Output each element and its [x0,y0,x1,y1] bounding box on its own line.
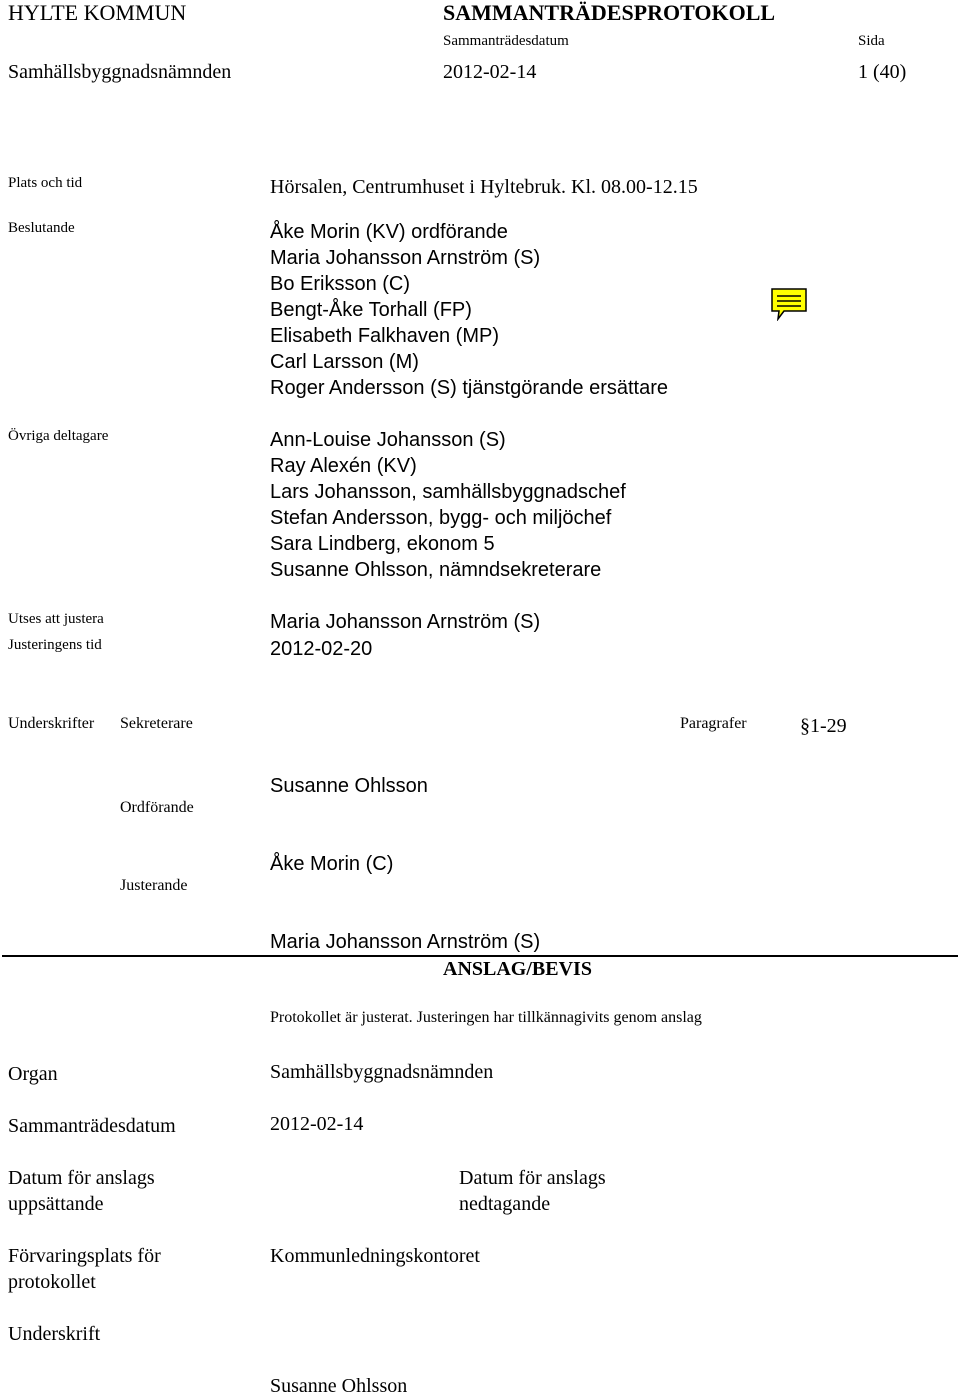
secretary-label: Sekreterare [120,715,193,732]
page-label: Sida [858,33,885,49]
deciding-label: Beslutande [8,220,75,236]
signature-name: Susanne Ohlsson [270,1375,408,1397]
notice-intro: Protokollet är justerat. Justeringen har tillkännagivits genom anslag [270,1009,702,1026]
signatures-label: Underskrifter [8,715,95,732]
storage-label: Förvaringsplats för [8,1245,161,1267]
others-label: Övriga deltagare [8,428,109,444]
paragraphs-value: 1-29 [810,715,847,737]
adjuster-signature-name: Maria Johansson Arnström (S) [270,931,541,953]
deciding-member: Carl Larsson (M) [270,351,419,373]
meeting-date: 2012-02-14 [443,61,537,83]
other-participant: Susanne Ohlsson, nämndsekreterare [270,559,602,581]
chair-name: Åke Morin (C) [270,853,394,875]
deciding-member: Bo Eriksson (C) [270,273,411,295]
adjust-time-label: Justeringens tid [8,637,102,653]
notice-date-value: 2012-02-14 [270,1113,364,1135]
signature-label: Underskrift [8,1323,101,1345]
section-divider [2,955,958,957]
other-participant: Ann-Louise Johansson (S) [270,429,506,451]
adjuster-label: Utses att justera [8,611,104,627]
notice-title: ANSLAG/BEVIS [443,958,592,980]
place-time: Hörsalen, Centrumhuset i Hyltebruk. Kl. 08.00-12.15 [270,176,698,198]
paragraphs-label: Paragrafer [680,715,747,732]
adjust-time: 2012-02-20 [270,638,373,660]
adjuster-signature-label: Justerande [120,877,188,894]
posted-date-label: Datum för anslags [8,1167,155,1189]
other-participant: Stefan Andersson, bygg- och miljöchef [270,507,612,529]
deciding-member: Maria Johansson Arnström (S) [270,247,541,269]
deciding-member: Bengt-Åke Torhall (FP) [270,299,472,321]
posted-date-label-line2: uppsättande [8,1193,104,1215]
page-number: 1 (40) [858,61,907,83]
document-type: SAMMANTRÄDESPROTOKOLL [443,0,776,25]
meeting-date-label: Sammanträdesdatum [443,33,569,49]
storage-label-line2: protokollet [8,1271,96,1293]
committee-name: Samhällsbyggnadsnämnden [8,61,232,83]
organ-value: Samhällsbyggnadsnämnden [270,1061,494,1083]
adjuster-name: Maria Johansson Arnström (S) [270,611,541,633]
paragraph-symbol: § [800,715,810,737]
place-time-label: Plats och tid [8,175,83,191]
deciding-member: Åke Morin (KV) ordförande [270,221,508,243]
other-participant: Ray Alexén (KV) [270,455,417,477]
notice-date-label: Sammanträdesdatum [8,1115,176,1137]
secretary-name: Susanne Ohlsson [270,775,428,797]
comment-note-icon[interactable] [770,287,808,321]
removed-date-label-line2: nedtagande [459,1193,551,1215]
other-participant: Sara Lindberg, ekonom 5 [270,533,495,555]
organ-label: Organ [8,1063,58,1085]
other-participant: Lars Johansson, samhällsbyggnadschef [270,481,626,503]
deciding-member: Elisabeth Falkhaven (MP) [270,325,499,347]
removed-date-label: Datum för anslags [459,1167,606,1189]
chair-label: Ordförande [120,799,194,816]
deciding-member: Roger Andersson (S) tjänstgörande ersättare [270,377,668,399]
storage-value: Kommunledningskontoret [270,1245,480,1267]
municipality-name: HYLTE KOMMUN [8,0,187,25]
